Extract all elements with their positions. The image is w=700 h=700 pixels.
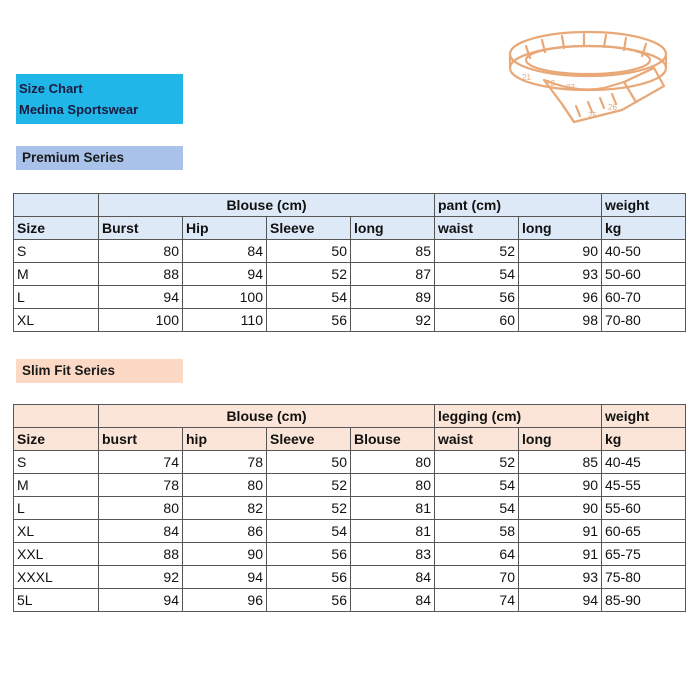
col-size: Size: [14, 217, 99, 240]
col-sleeve: Sleeve: [267, 217, 351, 240]
table-row: [14, 566, 686, 589]
cell: 64: [435, 543, 519, 566]
cell: 81: [351, 520, 435, 543]
table-row: [14, 451, 686, 474]
cell-size: M: [14, 263, 99, 286]
cell-size: XXL: [14, 543, 99, 566]
premium-group-row: [14, 194, 686, 217]
cell: 60: [435, 309, 519, 332]
premium-size-table: [13, 193, 686, 332]
cell: 80: [99, 240, 183, 263]
cell: 54: [435, 474, 519, 497]
cell-weight: 55-60: [602, 497, 686, 520]
table-row: [14, 286, 686, 309]
cell: 56: [435, 286, 519, 309]
premium-series-label: Premium Series: [16, 146, 183, 170]
cell-size: S: [14, 451, 99, 474]
svg-text:26: 26: [608, 103, 617, 112]
table-row: [14, 309, 686, 332]
cell: 92: [99, 566, 183, 589]
cell: 52: [267, 497, 351, 520]
cell: 70: [435, 566, 519, 589]
cell: 94: [183, 263, 267, 286]
cell: 78: [183, 451, 267, 474]
cell: 96: [519, 286, 602, 309]
cell: 91: [519, 520, 602, 543]
premium-column-header-row: [14, 217, 686, 240]
svg-text:25: 25: [588, 111, 597, 120]
table-row: [14, 497, 686, 520]
cell: 90: [183, 543, 267, 566]
col-blouse: Blouse: [351, 428, 435, 451]
cell-weight: 45-55: [602, 474, 686, 497]
cell-weight: 60-65: [602, 520, 686, 543]
group-weight: weight: [602, 194, 686, 217]
cell-size: 5L: [14, 589, 99, 612]
cell: 56: [267, 589, 351, 612]
cell: 78: [99, 474, 183, 497]
cell: 98: [519, 309, 602, 332]
cell: 74: [435, 589, 519, 612]
group-blouse: Blouse (cm): [99, 405, 435, 428]
cell: 86: [183, 520, 267, 543]
cell-weight: 50-60: [602, 263, 686, 286]
table-row: [14, 474, 686, 497]
cell: 52: [435, 451, 519, 474]
cell: 94: [99, 286, 183, 309]
col-busrt: busrt: [99, 428, 183, 451]
slim-fit-size-table: [13, 404, 686, 612]
cell: 80: [351, 474, 435, 497]
cell: 56: [267, 543, 351, 566]
col-hip: Hip: [183, 217, 267, 240]
col-long: long: [351, 217, 435, 240]
cell-weight: 70-80: [602, 309, 686, 332]
col-sleeve: Sleeve: [267, 428, 351, 451]
title-line-2: Medina Sportswear: [19, 102, 139, 117]
table-row: [14, 520, 686, 543]
cell: 100: [183, 286, 267, 309]
cell: 54: [435, 263, 519, 286]
table-row: [14, 589, 686, 612]
size-chart-title-box: [16, 74, 183, 124]
cell: 54: [267, 520, 351, 543]
cell: 54: [267, 286, 351, 309]
cell: 54: [435, 497, 519, 520]
col-kg: kg: [602, 428, 686, 451]
col-size: Size: [14, 428, 99, 451]
measuring-tape-icon: [504, 18, 684, 133]
group-weight: weight: [602, 405, 686, 428]
cell: 92: [351, 309, 435, 332]
cell: 89: [351, 286, 435, 309]
cell: 50: [267, 451, 351, 474]
cell: 56: [267, 566, 351, 589]
cell: 88: [99, 543, 183, 566]
cell: 80: [183, 474, 267, 497]
slim-column-header-row: [14, 428, 686, 451]
cell: 80: [99, 497, 183, 520]
cell: 84: [99, 520, 183, 543]
cell: 84: [351, 566, 435, 589]
cell: 94: [99, 589, 183, 612]
cell-size: L: [14, 286, 99, 309]
group-empty: [14, 194, 99, 217]
cell: 84: [183, 240, 267, 263]
cell: 82: [183, 497, 267, 520]
cell: 83: [351, 543, 435, 566]
slim-fit-series-label: Slim Fit Series: [16, 359, 183, 383]
group-pant: pant (cm): [435, 194, 602, 217]
cell: 84: [351, 589, 435, 612]
cell: 110: [183, 309, 267, 332]
col-kg: kg: [602, 217, 686, 240]
cell: 52: [267, 263, 351, 286]
cell-weight: 60-70: [602, 286, 686, 309]
group-empty: [14, 405, 99, 428]
group-legging: legging (cm): [435, 405, 602, 428]
col-pant-long: long: [519, 217, 602, 240]
table-row: [14, 263, 686, 286]
cell: 56: [267, 309, 351, 332]
svg-text:23: 23: [566, 83, 575, 92]
cell: 100: [99, 309, 183, 332]
cell-size: XL: [14, 520, 99, 543]
cell: 85: [351, 240, 435, 263]
cell: 93: [519, 263, 602, 286]
cell-size: XXXL: [14, 566, 99, 589]
cell-size: L: [14, 497, 99, 520]
cell: 90: [519, 497, 602, 520]
cell-weight: 65-75: [602, 543, 686, 566]
cell: 58: [435, 520, 519, 543]
cell-weight: 40-50: [602, 240, 686, 263]
cell: 80: [351, 451, 435, 474]
col-waist: waist: [435, 428, 519, 451]
group-blouse: Blouse (cm): [99, 194, 435, 217]
cell: 52: [267, 474, 351, 497]
cell-weight: 85-90: [602, 589, 686, 612]
cell: 93: [519, 566, 602, 589]
cell: 94: [519, 589, 602, 612]
col-waist: waist: [435, 217, 519, 240]
table-row: [14, 543, 686, 566]
cell: 81: [351, 497, 435, 520]
slim-group-row: [14, 405, 686, 428]
cell: 87: [351, 263, 435, 286]
cell: 96: [183, 589, 267, 612]
cell: 90: [519, 240, 602, 263]
cell: 90: [519, 474, 602, 497]
cell-size: M: [14, 474, 99, 497]
svg-text:21: 21: [522, 73, 531, 82]
col-long: long: [519, 428, 602, 451]
cell: 91: [519, 543, 602, 566]
cell: 88: [99, 263, 183, 286]
cell-weight: 40-45: [602, 451, 686, 474]
title-line-1: Size Chart: [19, 81, 83, 96]
cell-size: XL: [14, 309, 99, 332]
cell-size: S: [14, 240, 99, 263]
cell: 74: [99, 451, 183, 474]
cell: 50: [267, 240, 351, 263]
col-hip: hip: [183, 428, 267, 451]
cell-weight: 75-80: [602, 566, 686, 589]
svg-text:22: 22: [546, 79, 555, 88]
cell: 94: [183, 566, 267, 589]
cell: 85: [519, 451, 602, 474]
col-burst: Burst: [99, 217, 183, 240]
table-row: [14, 240, 686, 263]
cell: 52: [435, 240, 519, 263]
